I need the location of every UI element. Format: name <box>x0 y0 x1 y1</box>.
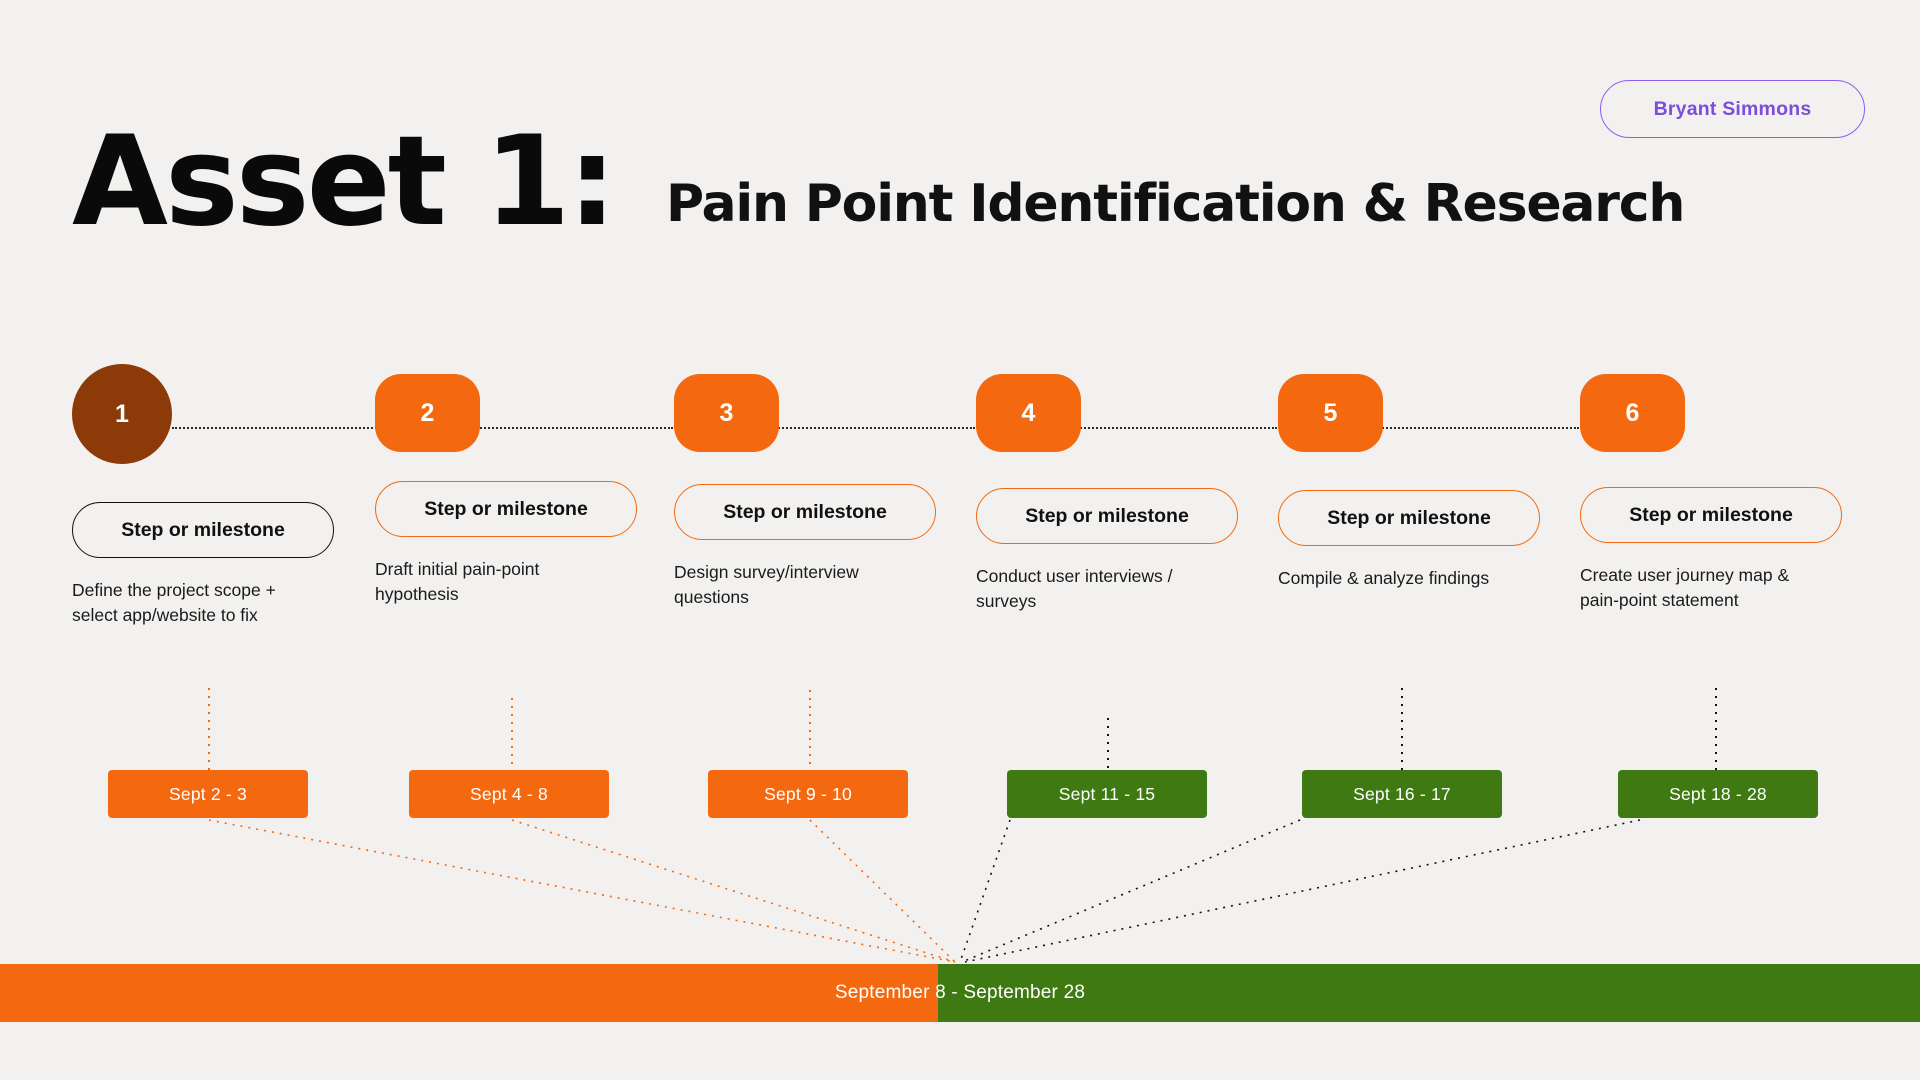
date-chip-1[interactable] <box>108 770 308 818</box>
step-number-1: 1 <box>115 399 129 428</box>
step-column-5[interactable] <box>1278 374 1540 591</box>
date-chip-3[interactable] <box>708 770 908 818</box>
step-number-2: 2 <box>420 398 435 427</box>
author-name: Bryant Simmons <box>1653 97 1812 120</box>
date-chip-label-5: Sept 16 - 17 <box>1353 783 1451 804</box>
date-chip-5[interactable] <box>1302 770 1502 818</box>
step-pill-1[interactable] <box>72 502 334 558</box>
summary-bar-orange-segment <box>0 964 938 1022</box>
date-chip-label-1: Sept 2 - 3 <box>169 783 247 804</box>
connector-1-2 <box>172 427 377 429</box>
step-pill-4[interactable] <box>976 488 1238 544</box>
connector-5-6 <box>1379 427 1579 429</box>
step-number-3: 3 <box>719 398 734 427</box>
step-node-3[interactable] <box>674 374 779 452</box>
date-chip-label-4: Sept 11 - 15 <box>1058 783 1156 804</box>
step-node-4[interactable] <box>976 374 1081 452</box>
date-chip-label-6: Sept 18 - 28 <box>1669 783 1767 804</box>
title-subtitle: Pain Point Identification & Research <box>666 174 1685 234</box>
connector-4-5 <box>1077 427 1277 429</box>
step-column-6[interactable] <box>1580 374 1842 613</box>
step-pill-3[interactable] <box>674 484 936 540</box>
step-pill-label-4: Step or milestone <box>1025 504 1189 527</box>
step-number-6: 6 <box>1625 398 1640 427</box>
step-number-4: 4 <box>1021 398 1036 427</box>
step-node-2[interactable] <box>375 374 480 452</box>
step-column-2[interactable] <box>375 374 637 607</box>
step-pill-label-1: Step or milestone <box>121 518 285 541</box>
summary-timeline-bar[interactable] <box>0 964 1920 1022</box>
date-chip-label-2: Sept 4 - 8 <box>470 783 548 804</box>
page-title <box>72 110 1685 254</box>
date-chip-4[interactable] <box>1007 770 1207 818</box>
step-description-2: Draft initial pain-point hypothesis <box>375 559 540 604</box>
date-chip-2[interactable] <box>409 770 609 818</box>
step-description-1: Define the project scope + select app/website to fix <box>72 580 276 625</box>
step-node-6[interactable] <box>1580 374 1685 452</box>
step-pill-label-5: Step or milestone <box>1327 506 1491 529</box>
step-pill-6[interactable] <box>1580 487 1842 543</box>
step-node-1[interactable] <box>72 364 172 464</box>
step-pill-label-3: Step or milestone <box>723 500 887 523</box>
step-column-3[interactable] <box>674 374 936 610</box>
step-pill-5[interactable] <box>1278 490 1540 546</box>
step-node-5[interactable] <box>1278 374 1383 452</box>
steps-row <box>0 374 1920 674</box>
step-column-1[interactable] <box>72 374 334 628</box>
step-pill-2[interactable] <box>375 481 637 537</box>
step-description-4: Conduct user interviews / surveys <box>976 566 1173 611</box>
connector-3-4 <box>775 427 975 429</box>
summary-bar-label: September 8 - September 28 <box>834 982 1086 1003</box>
connector-2-3 <box>473 427 673 429</box>
step-number-5: 5 <box>1323 398 1338 427</box>
step-description-6: Create user journey map & pain-point statement <box>1580 565 1790 610</box>
step-description-5: Compile & analyze findings <box>1278 568 1490 588</box>
step-description-3: Design survey/interview questions <box>674 562 859 607</box>
summary-bar-green-segment <box>938 964 1920 1022</box>
date-chip-6[interactable] <box>1618 770 1818 818</box>
title-main: Asset 1: <box>72 110 614 254</box>
date-chip-label-3: Sept 9 - 10 <box>764 783 852 804</box>
step-pill-label-2: Step or milestone <box>424 497 588 520</box>
step-column-4[interactable] <box>976 374 1238 614</box>
step-pill-label-6: Step or milestone <box>1629 503 1793 526</box>
